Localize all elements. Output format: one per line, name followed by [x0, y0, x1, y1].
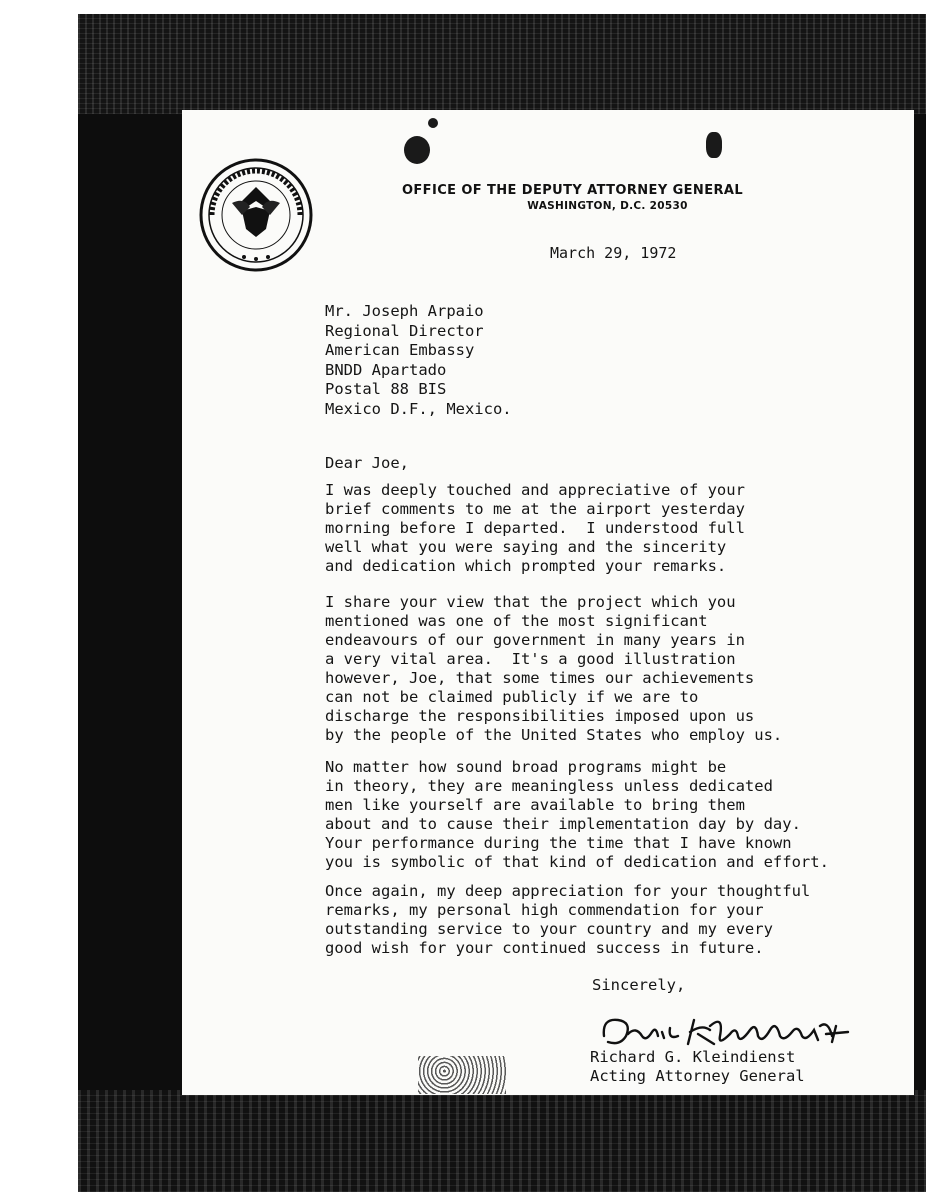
body-paragraph [325, 882, 810, 958]
body-line: you is symbolic of that kind of dedication and effort. [325, 853, 829, 871]
body-line: men like yourself are available to bring them [325, 796, 745, 814]
body-line: by the people of the United States who employ us. [325, 726, 783, 744]
recipient-line: Postal 88 BIS [325, 380, 447, 399]
recipient-line: Regional Director [325, 321, 484, 340]
department-of-justice-seal-icon [198, 157, 314, 273]
scan-top-edge [78, 14, 926, 114]
body-line: good wish for your continued success in future. [325, 939, 764, 957]
body-line: morning before I departed. I understood full [325, 519, 745, 537]
body-line: brief comments to me at the airport yesterday [325, 500, 745, 518]
recipient-line: Mr. Joseph Arpaio [325, 302, 484, 320]
ink-blot [404, 136, 430, 164]
ink-blot [706, 132, 722, 158]
photocopy-speckle [418, 1056, 506, 1094]
ink-blot [428, 118, 438, 128]
body-line: well what you were saying and the sincerity [325, 538, 727, 556]
letter-date: March 29, 1972 [550, 244, 677, 262]
scan-bottom-edge [78, 1090, 926, 1192]
handwritten-signature-icon [598, 1006, 853, 1052]
office-location: WASHINGTON, D.C. 20530 [527, 200, 688, 212]
body-line: discharge the responsibilities imposed upon us [325, 707, 755, 725]
recipient-line: American Embassy [325, 341, 475, 360]
body-line: outstanding service to your country and my every [325, 920, 773, 938]
body-paragraph [325, 758, 829, 872]
body-line: No matter how sound broad programs might be [325, 758, 727, 776]
letterhead [400, 183, 745, 212]
body-line: endeavours of our government in many years in [325, 631, 745, 649]
body-line: mentioned was one of the most significant [325, 612, 708, 630]
body-line: can not be claimed publicly if we are to [325, 688, 699, 706]
body-line: however, Joe, that some times our achievements [325, 669, 755, 687]
body-line: remarks, my personal high commendation for your [325, 901, 764, 919]
recipient-address [325, 302, 512, 420]
recipient-line: Mexico D.F., Mexico. [325, 399, 512, 418]
body-line: and dedication which prompted your remarks. [325, 557, 727, 575]
body-line: Once again, my deep appreciation for your thoughtful [325, 882, 811, 900]
recipient-line: BNDD Apartado [325, 360, 447, 379]
body-line: about and to cause their implementation day by day. [325, 815, 801, 833]
signer-title: Acting Attorney General [590, 1067, 805, 1085]
body-line: I share your view that the project which you [325, 593, 736, 611]
closing: Sincerely, [592, 976, 686, 994]
body-line: a very vital area. It's a good illustration [325, 650, 736, 668]
office-title: OFFICE OF THE DEPUTY ATTORNEY GENERAL [401, 183, 744, 198]
body-paragraph [325, 481, 745, 576]
body-line: in theory, they are meaningless unless dedicated [325, 777, 773, 795]
body-paragraph [325, 593, 782, 745]
signer-name: Richard G. Kleindienst [590, 1048, 796, 1066]
body-line: Your performance during the time that I have known [325, 834, 792, 852]
body-line: I was deeply touched and appreciative of your [325, 481, 745, 499]
salutation: Dear Joe, [325, 454, 409, 472]
